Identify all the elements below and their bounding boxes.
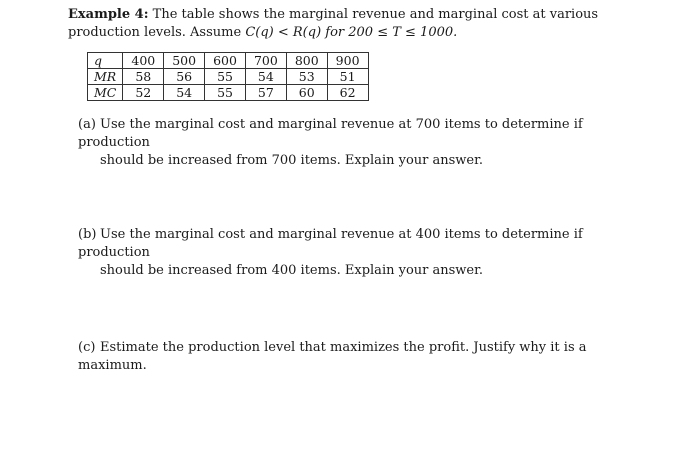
- table-cell: 54: [164, 85, 205, 101]
- question-part-c: [78, 339, 638, 375]
- example-condition: C(q) < R(q) for 200 ≤ T ≤ 1000.: [245, 25, 458, 40]
- example-text: The table shows the marginal revenue and marginal cost at various production levels. Assume: [68, 7, 599, 40]
- part-text-line2: should be increased from 400 items. Explain your answer.: [100, 263, 484, 278]
- table-cell: 700: [245, 53, 286, 69]
- table-row-q: [88, 53, 369, 69]
- part-label: (c): [78, 340, 96, 355]
- table-cell: 62: [327, 85, 368, 101]
- row-header-mr: MR: [88, 69, 123, 85]
- table-cell: 500: [164, 53, 205, 69]
- table-cell: 900: [327, 53, 368, 69]
- row-header-mc: MC: [88, 85, 123, 101]
- table-cell: 600: [205, 53, 246, 69]
- table-cell: 52: [123, 85, 164, 101]
- table-cell: 51: [327, 69, 368, 85]
- question-part-b: [78, 226, 638, 280]
- table-cell: 54: [245, 69, 286, 85]
- table-cell: 55: [205, 69, 246, 85]
- part-label: (b): [78, 227, 97, 242]
- table-cell: 56: [164, 69, 205, 85]
- table-cell: 53: [286, 69, 327, 85]
- table-row-mc: [88, 85, 369, 101]
- table-row-mr: [88, 69, 369, 85]
- part-text-line2: should be increased from 700 items. Explain your answer.: [100, 153, 484, 168]
- example-intro: [68, 6, 628, 42]
- part-text-line1: Use the marginal cost and marginal revenue at 400 items to determine if production: [78, 227, 583, 260]
- table-cell: 55: [205, 85, 246, 101]
- table-cell: 57: [245, 85, 286, 101]
- table-cell: 800: [286, 53, 327, 69]
- table-cell: 400: [123, 53, 164, 69]
- question-part-a: [78, 116, 638, 170]
- table-cell: 60: [286, 85, 327, 101]
- row-header-q: q: [88, 53, 123, 69]
- part-label: (a): [78, 117, 96, 132]
- part-text-line1: Estimate the production level that maximizes the profit. Justify why it is a maximum.: [78, 340, 587, 373]
- table-cell: 58: [123, 69, 164, 85]
- example-label: Example 4:: [68, 7, 149, 22]
- part-text-line1: Use the marginal cost and marginal revenue at 700 items to determine if production: [78, 117, 583, 150]
- revenue-cost-table: [87, 52, 369, 101]
